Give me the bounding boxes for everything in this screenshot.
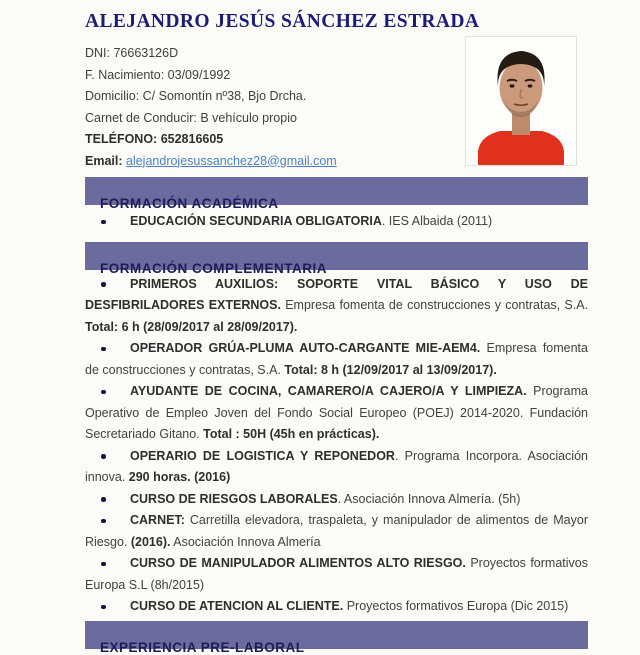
section-title: EXPERIENCIA PRE-LABORAL [100,639,305,655]
list-item [85,489,588,511]
driving-license-line: Carnet de Conducir: B vehículo propio [85,110,297,125]
bullet-icon [101,605,106,610]
email-link[interactable]: alejandrojesussanchez28@gmail.com [126,153,337,168]
item-text-bold: Total : 50H (45h en prácticas). [203,427,380,441]
item-text-bold: CURSO DE MANIPULADOR ALIMENTOS ALTO RIESGO. [130,556,471,570]
section-title: FORMACIÓN ACADÉMICA [100,196,279,211]
section-header-formacion-academica [85,177,588,211]
list-item [85,211,588,233]
item-text-bold: CARNET: [130,513,185,527]
item-text-bold: OPERARIO DE LOGISTICA Y REPONEDOR [130,448,395,463]
item-text-bold: Total: 8 h (12/09/2017 al 13/09/2017). [284,362,497,377]
item-text: Empresa fomenta de construcciones y contratas, S.A. [285,298,589,312]
bullet-icon [101,497,106,502]
item-text-bold: EDUCACIÓN SECUNDARIA OBLIGATORIA [130,214,382,228]
item-text-bold: OPERADOR GRÚA-PLUMA AUTO-CARGANTE MIE-AEM4. [130,341,487,355]
item-text-bold: Total: 6 h (28/09/2017 al 28/09/2017). [85,319,298,334]
item-text: Empresa fomenta de construcciones y contratas, S.A. [85,341,588,377]
item-text-bold: CURSO DE RIESGOS LABORALES [130,491,338,506]
item-text-bold: 290 horas. (2016) [128,470,231,484]
list-item [85,596,588,618]
item-text: . Programa Incorpora. Asociación innova. [85,448,588,484]
phone-line: TELÉFONO: 652816605 [85,132,224,146]
item-text: Programa Operativo de Empleo Joven del Fondo Social Europeo (POEJ) 2014-2020. Fundación Secretariado Gitano. [85,384,588,441]
bullet-icon [101,454,106,459]
item-text-bold: PRIMEROS AUXILIOS: SOPORTE VITAL BÁSICO Y USO DE DESFIBRILADORES EXTERNOS. [85,276,588,312]
section-academica-items [85,211,588,233]
address-line: Domicilio: C/ Somontín nº38, Bjo Drcha. [85,89,307,103]
list-item [85,338,588,381]
bullet-icon [101,562,106,567]
item-text-bold: AYUDANTE DE COCINA, CAMARERO/A CAJERO/A Y LIMPIEZA. [130,384,534,398]
section-header-formacion-complementaria [85,242,588,276]
item-text: . Asociación Innova Almería. (5h) [337,491,521,506]
list-item [85,274,588,339]
birthdate-line: F. Nacimiento: 03/09/1992 [85,67,231,82]
id-photo [465,36,577,166]
list-item [85,381,588,446]
bullet-icon [101,220,106,225]
item-text: Carretilla elevadora, traspaleta, y manipulador de alimentos de Mayor Riesgo. [85,513,588,549]
bullet-icon [101,519,106,524]
item-text-bold: CURSO DE ATENCION AL CLIENTE. [130,599,347,613]
list-item [85,446,588,489]
section-complementaria-items [85,274,588,618]
item-text: Proyectos formativos Europa (Dic 2015) [346,599,569,613]
bullet-icon [101,347,106,352]
list-item [85,510,588,553]
item-text: . IES Albaida (2011) [381,214,493,228]
list-item [85,553,588,596]
section-title: FORMACIÓN COMPLEMENTARIA [100,260,327,276]
item-text: Asociación Innova Almería [170,534,321,549]
section-header-experiencia-pre-laboral [85,621,588,655]
bullet-icon [101,390,106,395]
candidate-name: ALEJANDRO JESÚS SÁNCHEZ ESTRADA [85,11,480,32]
portrait-photo [466,37,576,165]
bullet-icon [101,282,106,287]
dni-line: DNI: 76663126D [85,46,179,60]
item-text-bold: (2016). [130,534,171,549]
email-label: Email: [85,153,123,168]
item-text: Proyectos formativos Europa S.L (8h/2015) [85,556,588,592]
